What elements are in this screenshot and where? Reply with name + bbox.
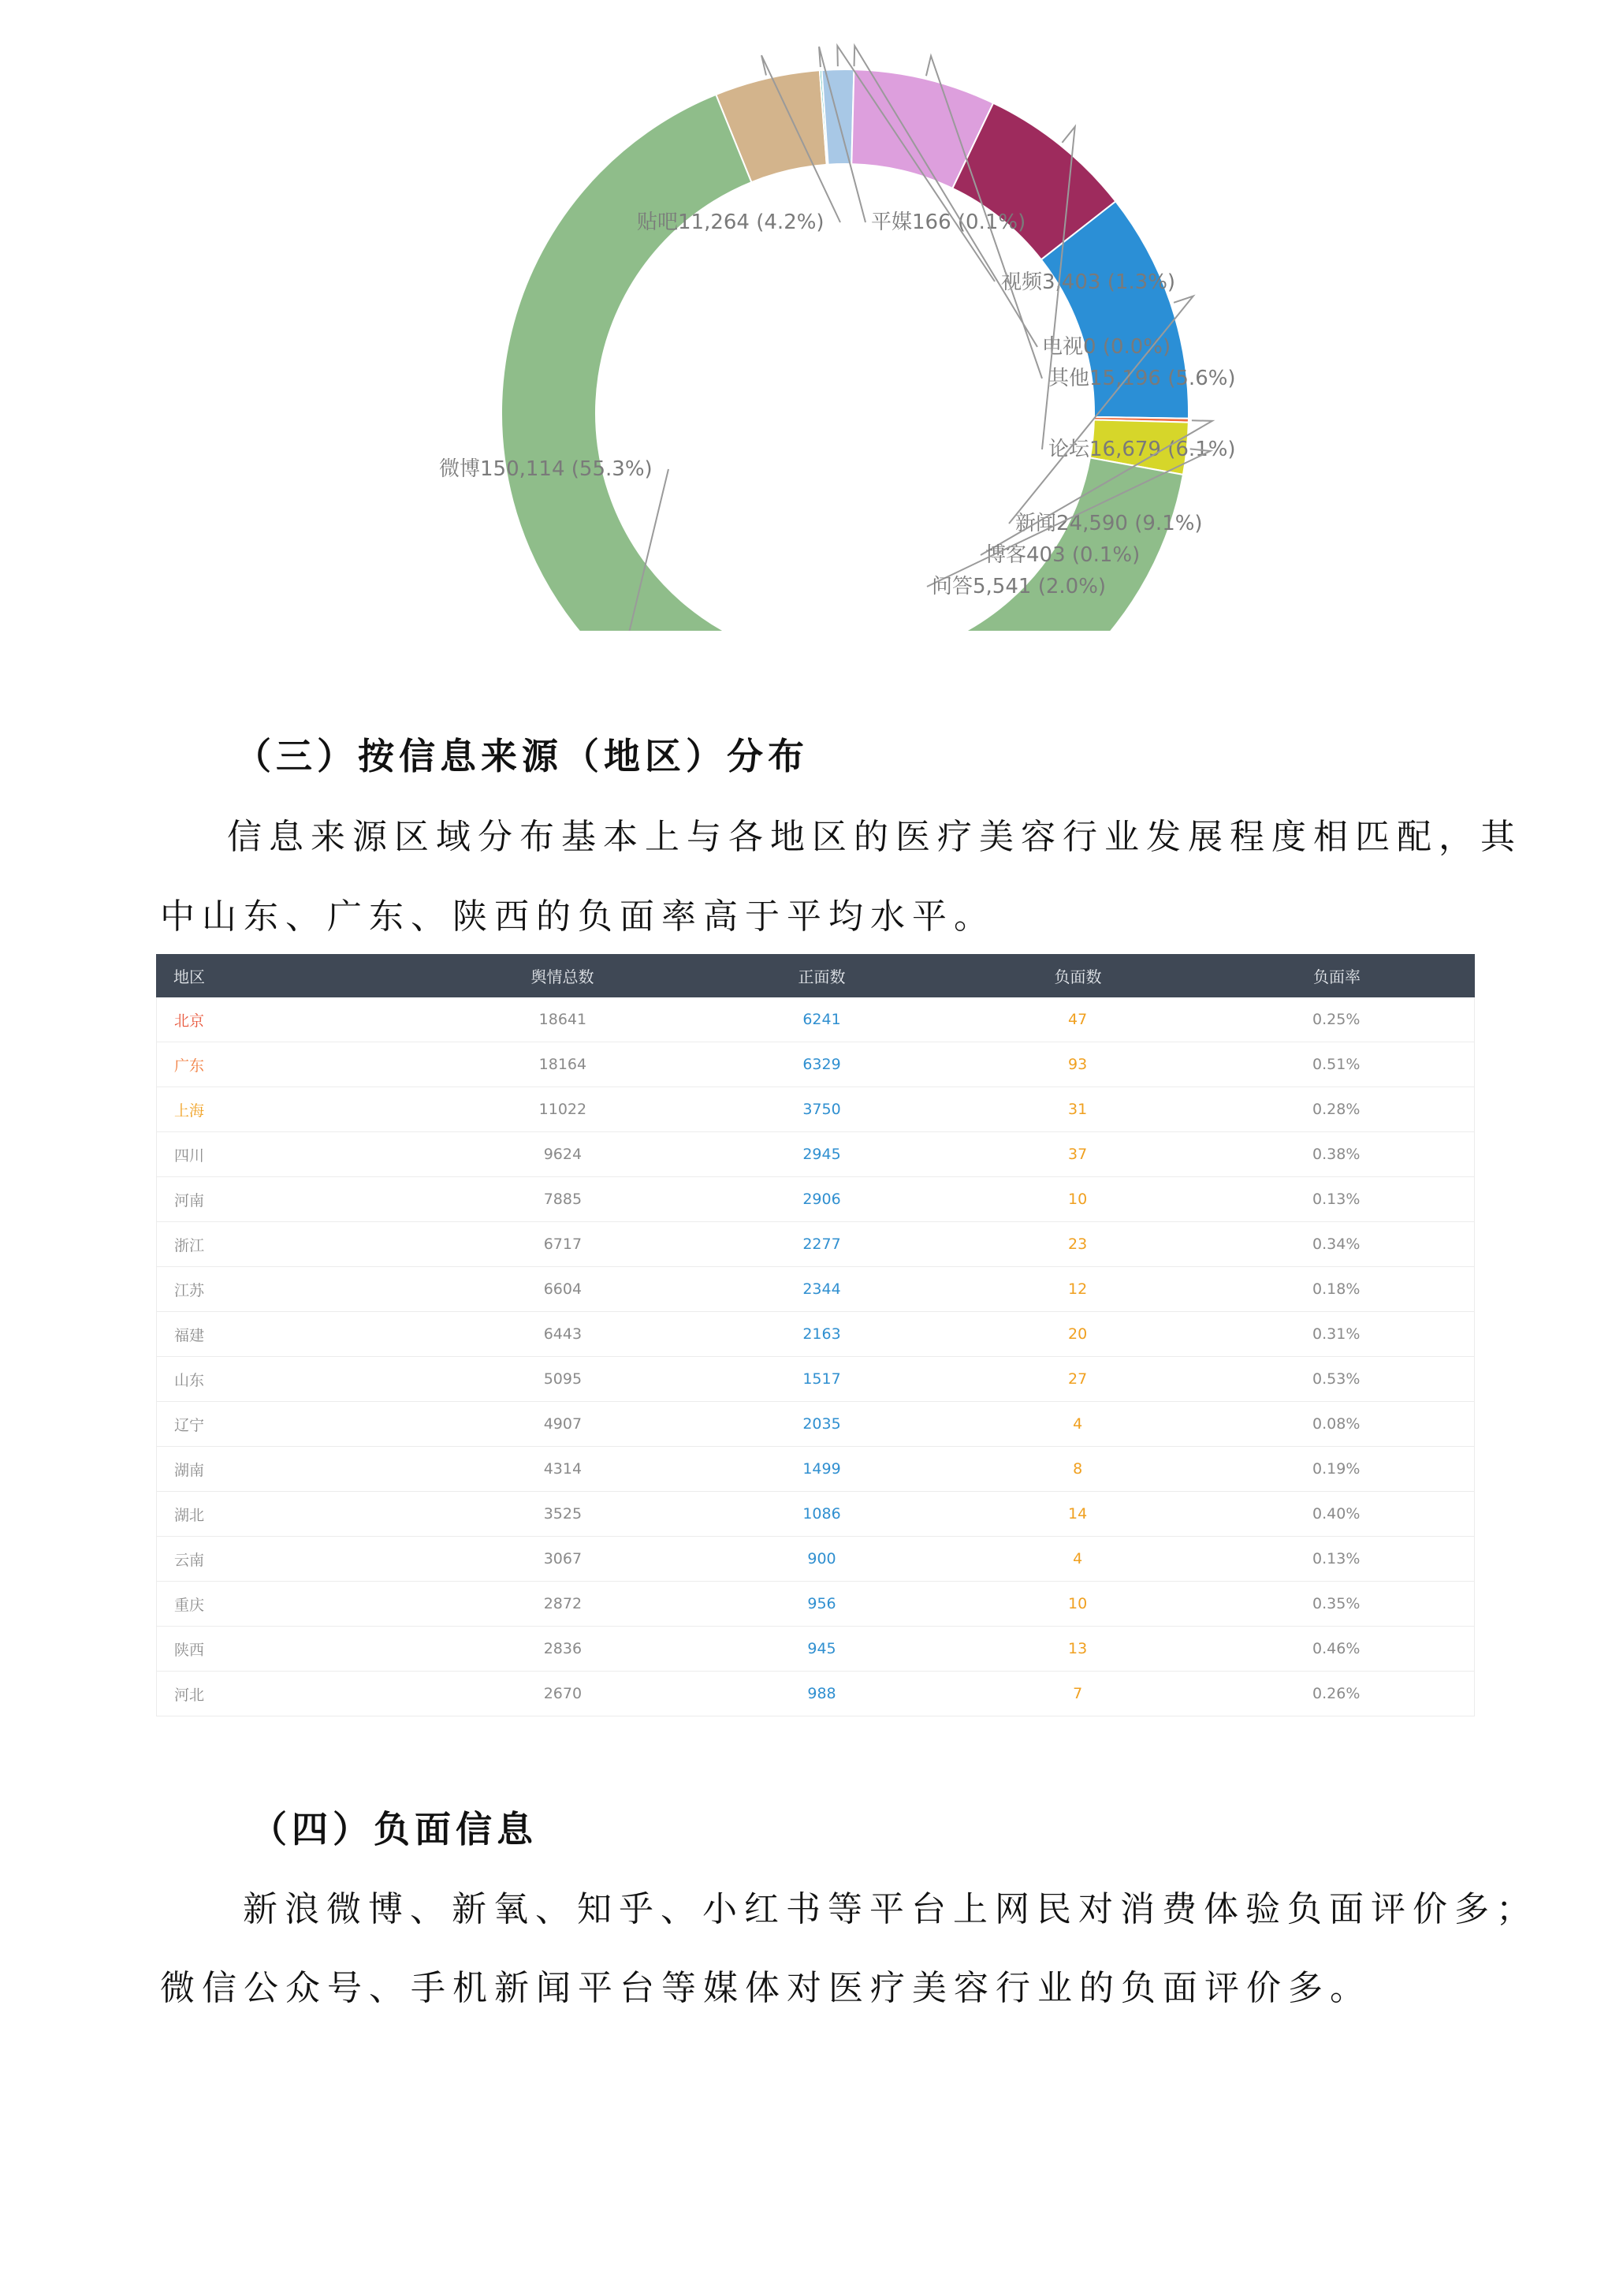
cell-region: 陕西 bbox=[174, 1641, 205, 1659]
cell-total: 9624 bbox=[543, 1146, 583, 1163]
table-row bbox=[156, 1042, 1475, 1087]
cell-rate: 0.08% bbox=[1312, 1415, 1361, 1433]
header-positive: 正面数 bbox=[798, 967, 846, 986]
cell-total: 6604 bbox=[543, 1280, 583, 1298]
cell-positive: 1517 bbox=[802, 1370, 841, 1388]
cell-total: 5095 bbox=[543, 1370, 583, 1388]
cell-rate: 0.31% bbox=[1312, 1325, 1361, 1343]
cell-positive: 1499 bbox=[802, 1460, 841, 1478]
table-row bbox=[156, 1312, 1475, 1357]
cell-positive: 988 bbox=[807, 1685, 836, 1702]
cell-total: 2836 bbox=[543, 1640, 583, 1657]
slice-label-7: 博客403 (0.1%) bbox=[985, 543, 1141, 567]
slice-label-3: 电视0 (0.0%) bbox=[1042, 335, 1171, 359]
slice-label-9: 微博150,114 (55.3%) bbox=[439, 457, 653, 481]
cell-negative: 10 bbox=[1068, 1595, 1088, 1612]
table-row bbox=[156, 1627, 1475, 1672]
table-row bbox=[156, 1267, 1475, 1312]
cell-negative: 31 bbox=[1068, 1101, 1088, 1118]
cell-rate: 0.13% bbox=[1312, 1550, 1361, 1567]
cell-positive: 956 bbox=[807, 1595, 836, 1612]
cell-positive: 3750 bbox=[802, 1101, 841, 1118]
cell-total: 4907 bbox=[543, 1415, 583, 1433]
cell-negative: 20 bbox=[1068, 1325, 1088, 1343]
cell-negative: 10 bbox=[1068, 1191, 1088, 1208]
cell-total: 3067 bbox=[543, 1550, 583, 1567]
cell-total: 6443 bbox=[543, 1325, 583, 1343]
section-3-paragraph-line-2: 中山东、广东、陕西的负面率高于平均水平。 bbox=[160, 896, 996, 937]
cell-total: 6717 bbox=[543, 1236, 583, 1253]
cell-total: 18164 bbox=[538, 1056, 587, 1073]
table-row bbox=[156, 1087, 1475, 1132]
table-row bbox=[156, 1357, 1475, 1402]
cell-region: 福建 bbox=[174, 1326, 205, 1344]
cell-rate: 0.25% bbox=[1312, 1011, 1361, 1028]
slice-label-6: 新闻24,590 (9.1%) bbox=[1015, 512, 1203, 535]
cell-region: 重庆 bbox=[174, 1596, 205, 1614]
cell-negative: 7 bbox=[1073, 1685, 1083, 1702]
cell-region: 湖南 bbox=[174, 1461, 205, 1479]
section-4-heading: （四）负面信息 bbox=[251, 1808, 538, 1851]
cell-positive: 2163 bbox=[802, 1325, 841, 1343]
cell-region: 北京 bbox=[174, 1012, 205, 1030]
cell-total: 3525 bbox=[543, 1505, 583, 1523]
cell-negative: 27 bbox=[1068, 1370, 1088, 1388]
cell-negative: 4 bbox=[1073, 1415, 1083, 1433]
cell-rate: 0.51% bbox=[1312, 1056, 1361, 1073]
slice-label-4: 其他15,196 (5.6%) bbox=[1048, 367, 1236, 390]
cell-rate: 0.26% bbox=[1312, 1685, 1361, 1702]
cell-region: 河北 bbox=[174, 1686, 205, 1704]
cell-positive: 945 bbox=[807, 1640, 836, 1657]
cell-negative: 23 bbox=[1068, 1236, 1088, 1253]
cell-negative: 37 bbox=[1068, 1146, 1088, 1163]
table-row bbox=[156, 1132, 1475, 1177]
cell-positive: 6329 bbox=[802, 1056, 841, 1073]
cell-rate: 0.46% bbox=[1312, 1640, 1361, 1657]
cell-rate: 0.35% bbox=[1312, 1595, 1361, 1612]
cell-total: 2872 bbox=[543, 1595, 583, 1612]
table-row bbox=[156, 1582, 1475, 1627]
cell-rate: 0.13% bbox=[1312, 1191, 1361, 1208]
section-4-paragraph-line-1: 新浪微博、新氧、知乎、小红书等平台上网民对消费体验负面评价多； bbox=[243, 1889, 1538, 1929]
slice-label-5: 论坛16,679 (6.1%) bbox=[1048, 438, 1236, 461]
cell-positive: 2945 bbox=[802, 1146, 841, 1163]
cell-negative: 12 bbox=[1068, 1280, 1088, 1298]
cell-negative: 4 bbox=[1073, 1550, 1083, 1567]
donut-chart-svg bbox=[0, 0, 1623, 631]
cell-region: 上海 bbox=[174, 1101, 205, 1120]
cell-positive: 2344 bbox=[802, 1280, 841, 1298]
cell-region: 云南 bbox=[174, 1551, 205, 1569]
table-row bbox=[156, 1672, 1475, 1716]
header-region: 地区 bbox=[173, 967, 205, 986]
donut-chart bbox=[0, 0, 1623, 631]
cell-negative: 93 bbox=[1068, 1056, 1088, 1073]
section-3-paragraph-line-1: 信息来源区域分布基本上与各地区的医疗美容行业发展程度相匹配，其 bbox=[227, 817, 1522, 857]
cell-rate: 0.53% bbox=[1312, 1370, 1361, 1388]
cell-region: 河南 bbox=[174, 1191, 205, 1210]
cell-region: 辽宁 bbox=[174, 1416, 205, 1434]
cell-region: 湖北 bbox=[174, 1506, 205, 1524]
cell-positive: 2035 bbox=[802, 1415, 841, 1433]
cell-positive: 900 bbox=[807, 1550, 836, 1567]
slice-label-8: 问答5,541 (2.0%) bbox=[932, 575, 1107, 598]
cell-region: 山东 bbox=[174, 1371, 205, 1389]
table-row bbox=[156, 1402, 1475, 1447]
cell-region: 广东 bbox=[174, 1057, 205, 1075]
cell-total: 2670 bbox=[543, 1685, 583, 1702]
cell-positive: 2906 bbox=[802, 1191, 841, 1208]
table-header bbox=[156, 954, 1475, 997]
cell-positive: 1086 bbox=[802, 1505, 841, 1523]
slice-label-0: 贴吧11,264 (4.2%) bbox=[637, 211, 825, 234]
cell-total: 7885 bbox=[543, 1191, 583, 1208]
table-row bbox=[156, 1447, 1475, 1492]
cell-total: 11022 bbox=[538, 1101, 587, 1118]
region-table bbox=[156, 954, 1475, 1716]
header-negative: 负面数 bbox=[1054, 967, 1102, 986]
cell-region: 江苏 bbox=[174, 1281, 205, 1299]
cell-rate: 0.18% bbox=[1312, 1280, 1361, 1298]
slice-label-1: 平媒166 (0.1%) bbox=[871, 211, 1026, 234]
cell-negative: 8 bbox=[1073, 1460, 1083, 1478]
cell-total: 4314 bbox=[543, 1460, 583, 1478]
cell-positive: 2277 bbox=[802, 1236, 841, 1253]
table-row bbox=[156, 1222, 1475, 1267]
cell-negative: 13 bbox=[1068, 1640, 1088, 1657]
header-rate: 负面率 bbox=[1313, 967, 1361, 986]
cell-region: 浙江 bbox=[174, 1236, 205, 1254]
cell-negative: 47 bbox=[1068, 1011, 1088, 1028]
slice-label-2: 视频3,403 (1.3%) bbox=[1001, 270, 1176, 294]
table-row bbox=[156, 1492, 1475, 1537]
section-3-heading: （三）按信息来源（地区）分布 bbox=[235, 735, 809, 777]
cell-rate: 0.38% bbox=[1312, 1146, 1361, 1163]
cell-rate: 0.28% bbox=[1312, 1101, 1361, 1118]
cell-rate: 0.19% bbox=[1312, 1460, 1361, 1478]
cell-rate: 0.34% bbox=[1312, 1236, 1361, 1253]
table-row bbox=[156, 997, 1475, 1042]
cell-rate: 0.40% bbox=[1312, 1505, 1361, 1523]
table-body bbox=[156, 997, 1475, 1716]
section-4-paragraph-line-2: 微信公众号、手机新闻平台等媒体对医疗美容行业的负面评价多。 bbox=[160, 1968, 1372, 2008]
header-total: 舆情总数 bbox=[530, 967, 594, 986]
cell-region: 四川 bbox=[174, 1146, 205, 1165]
table-row bbox=[156, 1177, 1475, 1222]
cell-positive: 6241 bbox=[802, 1011, 841, 1028]
cell-total: 18641 bbox=[538, 1011, 587, 1028]
table-row bbox=[156, 1537, 1475, 1582]
cell-negative: 14 bbox=[1068, 1505, 1088, 1523]
